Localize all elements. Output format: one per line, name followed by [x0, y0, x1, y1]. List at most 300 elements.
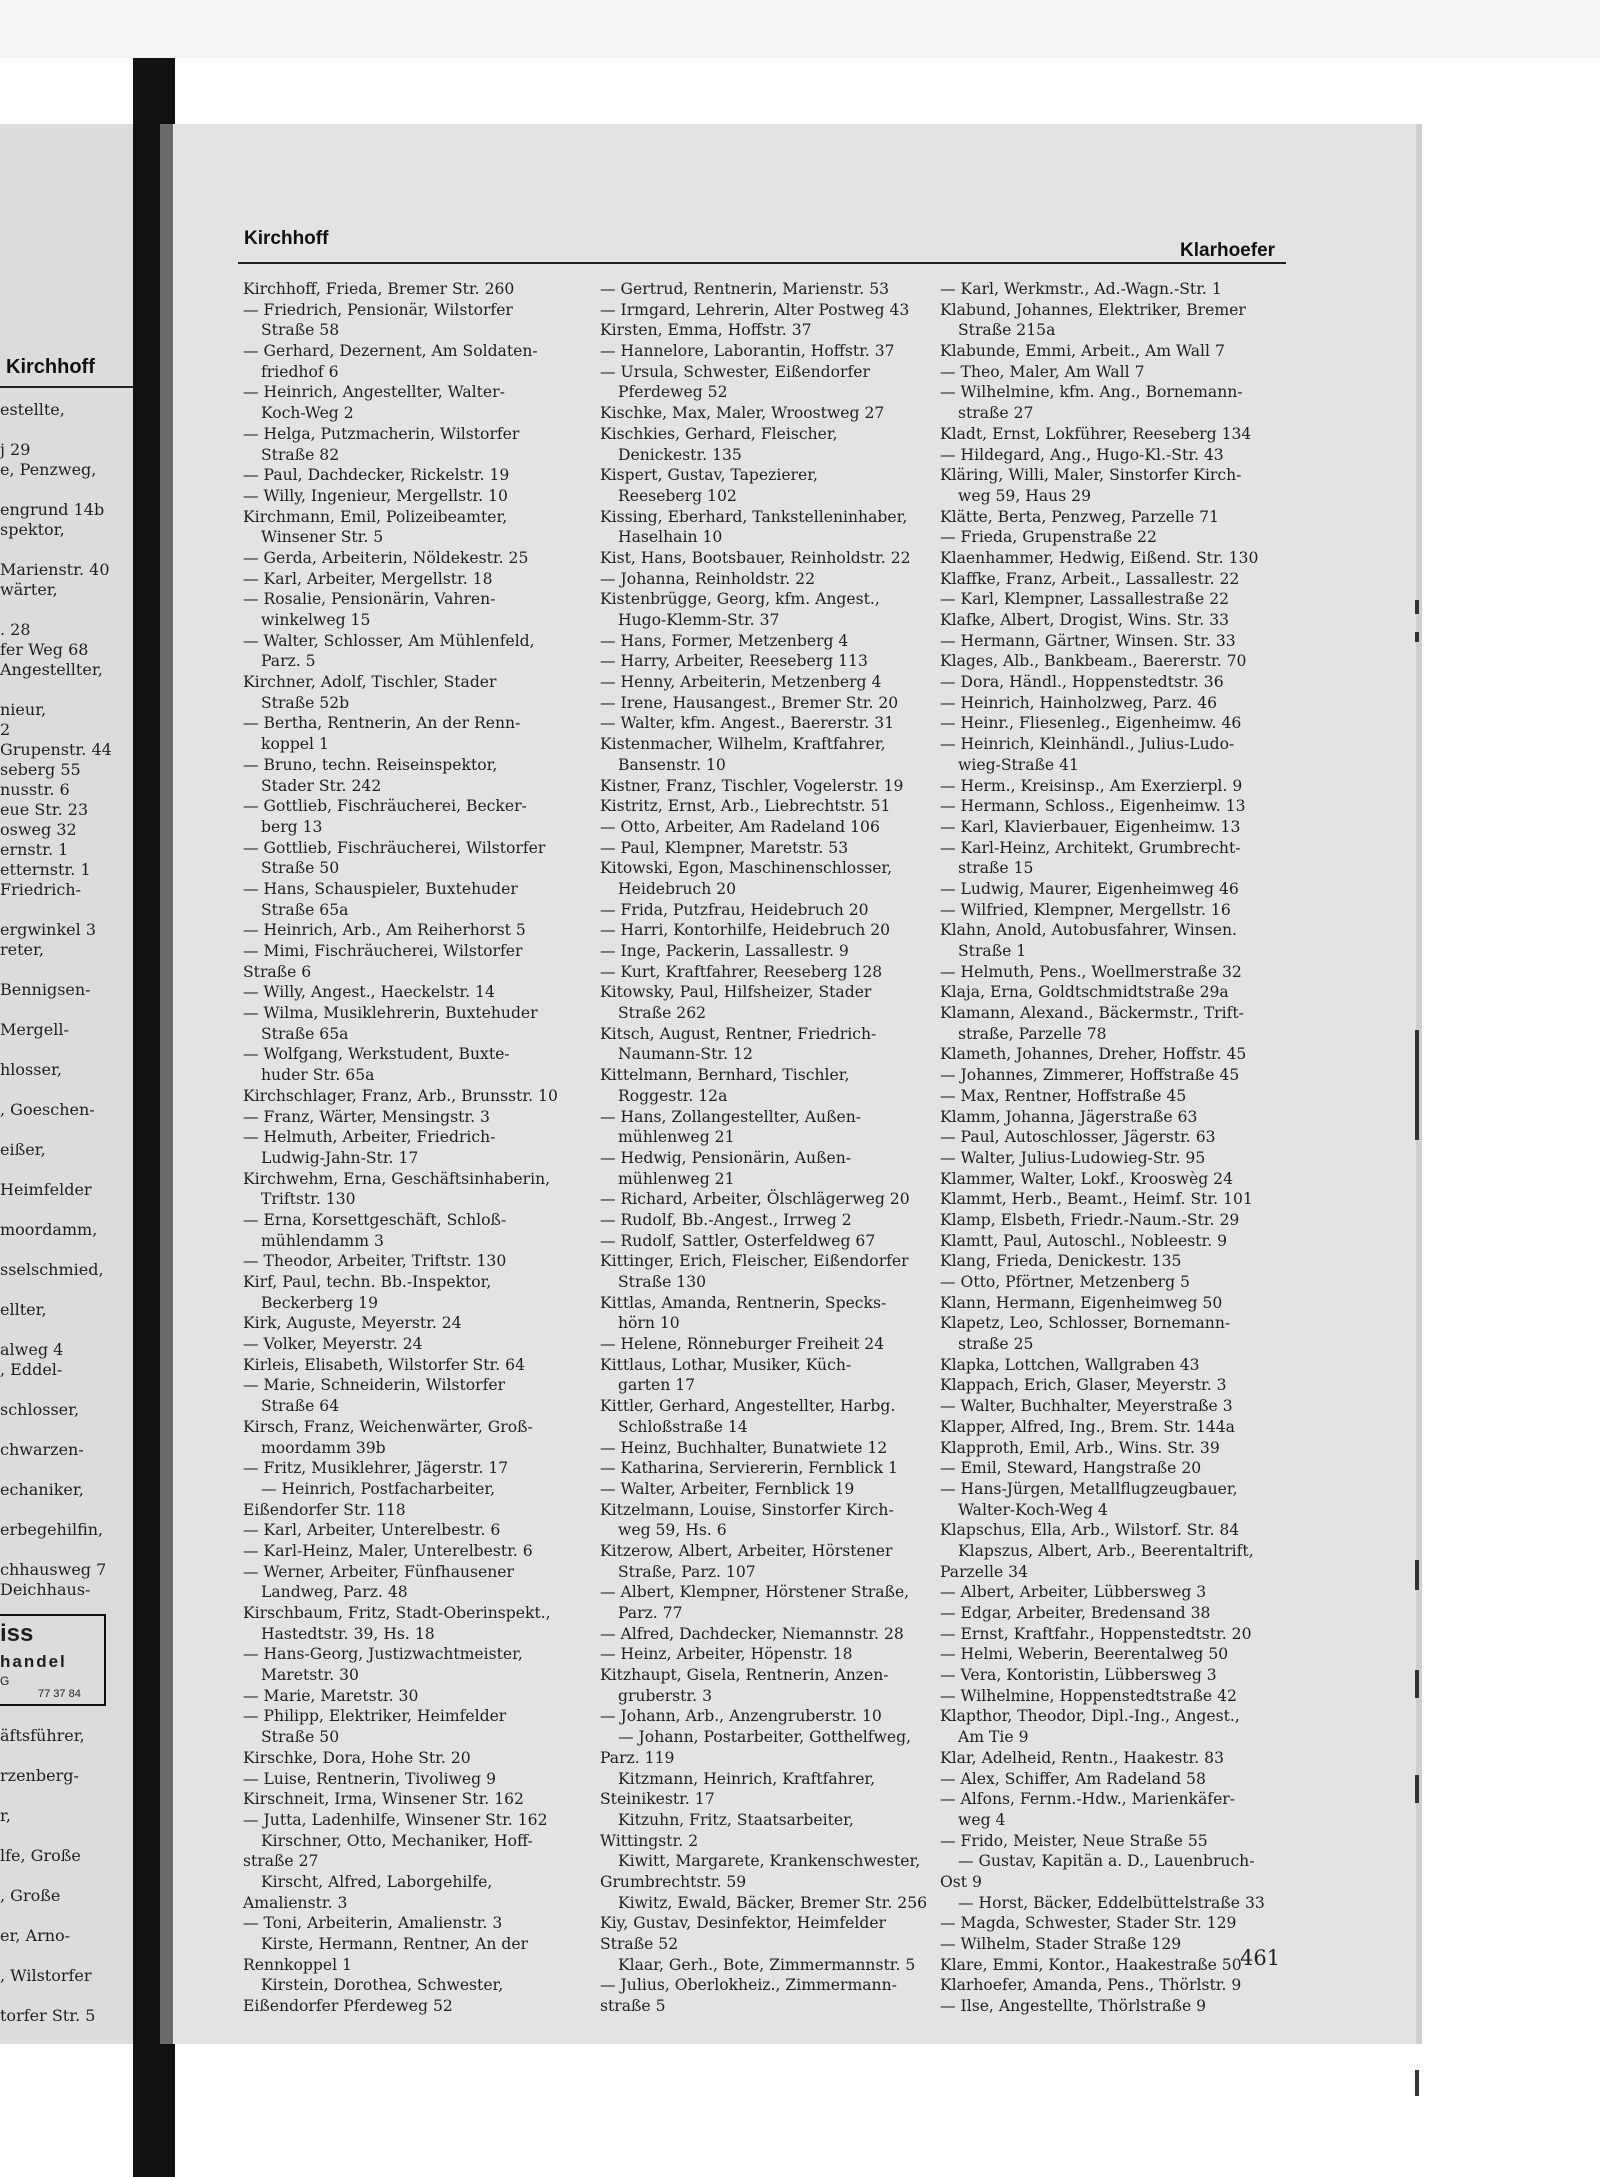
previous-page-line: eue Str. 23	[0, 800, 89, 819]
directory-entry-line: Naumann-Str. 12	[618, 1045, 753, 1064]
directory-entry-line: Kittlaus, Lothar, Musiker, Küch-	[600, 1355, 852, 1374]
directory-entry-line: Klapproth, Emil, Arb., Wins. Str. 39	[940, 1438, 1220, 1457]
directory-entry-line: — Paul, Autoschlosser, Jägerstr. 63	[940, 1128, 1216, 1147]
directory-entry-line: — Bertha, Rentnerin, An der Renn-	[243, 714, 521, 733]
edge-mark	[1415, 1775, 1419, 1803]
directory-entry-line: weg 59, Hs. 6	[618, 1521, 727, 1540]
directory-entry-line: Kistner, Franz, Tischler, Vogelerstr. 19	[600, 776, 904, 795]
directory-entry-line: Hugo-Klemm-Str. 37	[618, 611, 780, 629]
previous-page-line: ellter,	[0, 1300, 47, 1319]
directory-entry-line: Parzelle 34	[940, 1562, 1028, 1581]
directory-entry-line: Kirchhoff, Frieda, Bremer Str. 260	[243, 280, 515, 298]
directory-entry-line: Klaenhammer, Hedwig, Eißend. Str. 130	[940, 548, 1259, 567]
directory-entry-line: — Johann, Arb., Anzengruberstr. 10	[600, 1707, 882, 1726]
previous-page-line: , Wilstorfer	[0, 1966, 92, 1985]
directory-entry-line: weg 4	[958, 1810, 1006, 1829]
directory-entry-line: Kittinger, Erich, Fleischer, Eißendorfer	[600, 1252, 909, 1271]
previous-page-line: chhausweg 7	[0, 1560, 107, 1579]
directory-entry-line: — Hans-Jürgen, Metallflugzeugbauer,	[940, 1479, 1238, 1498]
directory-entry-line: — Otto, Pförtner, Metzenberg 5	[940, 1273, 1190, 1291]
directory-entry-line: — Walter, Julius-Ludowieg-Str. 95	[940, 1148, 1206, 1167]
previous-page-line: . 28	[0, 620, 31, 639]
previous-page-line: , Eddel-	[0, 1360, 63, 1379]
edge-mark	[1415, 1670, 1419, 1698]
directory-entry-line: — Volker, Meyerstr. 24	[243, 1335, 423, 1354]
directory-entry-line: — Gerda, Arbeiterin, Nöldekestr. 25	[243, 548, 529, 567]
directory-entry-line: — Walter, Buchhalter, Meyerstraße 3	[940, 1397, 1233, 1416]
directory-entry-line: Rennkoppel 1	[243, 1955, 352, 1974]
directory-entry-line: — Gerhard, Dezernent, Am Soldaten-	[243, 342, 538, 361]
previous-page-line: e, Penzweg,	[0, 460, 97, 479]
directory-entry-line: Straße 64	[261, 1397, 340, 1416]
previous-page-line: chwarzen-	[0, 1440, 84, 1459]
directory-entry-line: — Karl, Klavierbauer, Eigenheimw. 13	[940, 817, 1241, 836]
directory-entry-line: Parz. 119	[600, 1748, 675, 1767]
directory-entry-line: Triftstr. 130	[261, 1190, 356, 1209]
directory-entry-line: — Franz, Wärter, Mensingstr. 3	[243, 1107, 490, 1126]
ad-line-2: handel	[0, 1652, 67, 1671]
directory-entry-line: Haselhain 10	[618, 528, 723, 547]
directory-column-1	[243, 279, 583, 2017]
directory-entry-line: Steinikestr. 17	[600, 1790, 715, 1809]
directory-entry-line: Kissing, Eberhard, Tankstelleninhaber,	[600, 507, 908, 526]
previous-page-line: äftsführer,	[0, 1726, 85, 1745]
directory-entry-line: Klätte, Berta, Penzweg, Parzelle 71	[940, 507, 1219, 526]
directory-entry-line: — Ilse, Angestellte, Thörlstraße 9	[940, 1997, 1207, 2016]
directory-entry-line: Klapschus, Ella, Arb., Wilstorf. Str. 84	[940, 1521, 1240, 1540]
directory-entry-line: — Helmuth, Arbeiter, Friedrich-	[243, 1128, 496, 1147]
directory-entry-line: — Paul, Klempner, Maretstr. 53	[600, 838, 849, 857]
directory-entry-line: Kischke, Max, Maler, Wroostweg 27	[600, 404, 885, 423]
previous-page-line: , Goeschen-	[0, 1100, 95, 1119]
directory-entry-line: — Edgar, Arbeiter, Bredensand 38	[940, 1604, 1211, 1622]
directory-entry-line: — Max, Rentner, Hoffstraße 45	[940, 1086, 1187, 1105]
directory-entry-line: Bansenstr. 10	[618, 755, 726, 774]
previous-page-line: Bennigsen-	[0, 980, 91, 999]
directory-entry-line: Kirstein, Dorothea, Schwester,	[261, 1976, 504, 1995]
directory-entry-line: Kirschke, Dora, Hohe Str. 20	[243, 1748, 471, 1767]
directory-entry-line: Koch-Weg 2	[261, 404, 354, 423]
directory-entry-line: — Dora, Händl., Hoppenstedtstr. 36	[940, 673, 1224, 692]
directory-entry-line: friedhof 6	[261, 362, 339, 381]
directory-entry-line: — Helmi, Weberin, Beerentalweg 50	[940, 1645, 1229, 1664]
directory-entry-line: Kirste, Hermann, Rentner, An der	[261, 1935, 528, 1953]
directory-entry-line: — Wilhelmine, Hoppenstedtstraße 42	[940, 1686, 1237, 1705]
previous-page-line: Heimfelder	[0, 1180, 92, 1199]
directory-entry-line: Straße 65a	[261, 1024, 349, 1043]
directory-entry-line: straße 27	[958, 404, 1034, 423]
directory-entry-line: Klamann, Alexand., Bäckermstr., Trift-	[940, 1004, 1244, 1023]
directory-entry-line: Klabunde, Emmi, Arbeit., Am Wall 7	[940, 342, 1225, 361]
previous-page-line: seberg 55	[0, 760, 81, 779]
directory-entry-line: Kirschbaum, Fritz, Stadt-Oberinspekt.,	[243, 1604, 551, 1622]
directory-entry-line: Straße 65a	[261, 900, 349, 919]
directory-entry-line: — Albert, Klempner, Hörstener Straße,	[600, 1583, 910, 1602]
directory-entry-line: Kirscht, Alfred, Laborgehilfe,	[261, 1872, 493, 1891]
directory-entry-line: — Herm., Kreisinsp., Am Exerzierpl. 9	[940, 776, 1243, 795]
directory-entry-line: — Helene, Rönneburger Freiheit 24	[600, 1335, 885, 1354]
directory-entry-line: — Marie, Maretstr. 30	[243, 1686, 419, 1705]
previous-page-line: r,	[0, 1806, 11, 1825]
directory-entry-line: mühlendamm 3	[261, 1231, 384, 1250]
directory-entry-line: — Karl, Arbeiter, Unterelbestr. 6	[243, 1521, 501, 1540]
directory-entry-line: Klappach, Erich, Glaser, Meyerstr. 3	[940, 1376, 1227, 1395]
directory-entry-line: Pferdeweg 52	[618, 383, 728, 402]
directory-entry-line: — Werner, Arbeiter, Fünfhausener	[243, 1562, 514, 1581]
previous-page-line: spektor,	[0, 520, 65, 539]
previous-page-line: er, Arno-	[0, 1926, 71, 1945]
directory-entry-line: — Hannelore, Laborantin, Hoffstr. 37	[600, 342, 895, 361]
directory-entry-line: Klare, Emmi, Kontor., Haakestraße 50	[940, 1955, 1242, 1974]
directory-entry-line: Klaffke, Franz, Arbeit., Lassallestr. 22	[940, 569, 1240, 588]
directory-column-3	[940, 279, 1285, 2017]
directory-entry-line: Grumbrechtstr. 59	[600, 1872, 747, 1891]
ad-line-3: G	[0, 1674, 10, 1688]
directory-entry-line: — Walter, kfm. Angest., Baererstr. 31	[600, 714, 895, 733]
previous-page-line: Angestellter,	[0, 660, 103, 679]
directory-entry-line: Kirchwehm, Erna, Geschäftsinhaberin,	[243, 1169, 551, 1188]
directory-entry-line: Maretstr. 30	[261, 1666, 359, 1685]
directory-entry-line: — Rudolf, Sattler, Osterfeldweg 67	[600, 1231, 876, 1250]
directory-entry-line: Landweg, Parz. 48	[261, 1583, 408, 1602]
previous-page-line: schlosser,	[0, 1400, 80, 1419]
directory-entry-line: — Gertrud, Rentnerin, Marienstr. 53	[600, 280, 890, 298]
directory-entry-line: Straße 130	[618, 1273, 707, 1291]
directory-entry-line: — Karl, Arbeiter, Mergellstr. 18	[243, 569, 493, 588]
previous-page-header: Kirchhoff	[6, 356, 95, 378]
directory-entry-line: — Mimi, Fischräucherei, Wilstorfer	[243, 942, 523, 960]
directory-entry-line: — Ursula, Schwester, Eißendorfer	[600, 362, 870, 381]
directory-entry-line: Straße, Parz. 107	[618, 1562, 756, 1581]
previous-page-line: eißer,	[0, 1140, 46, 1159]
directory-entry-line: Klaja, Erna, Goldtschmidtstraße 29a	[940, 983, 1229, 1002]
directory-entry-line: hörn 10	[618, 1314, 680, 1333]
directory-entry-line: — Harry, Arbeiter, Reeseberg 113	[600, 652, 868, 671]
previous-page-line: ernstr. 1	[0, 840, 69, 859]
directory-entry-line: — Rudolf, Bb.-Angest., Irrweg 2	[600, 1210, 852, 1229]
directory-entry-line: Kist, Hans, Bootsbauer, Reinholdstr. 22	[600, 548, 911, 567]
directory-entry-line: — Toni, Arbeiterin, Amalienstr. 3	[243, 1914, 503, 1933]
directory-entry-line: Kirchschlager, Franz, Arb., Brunsstr. 10	[243, 1086, 558, 1105]
previous-page-line: rzenberg-	[0, 1766, 79, 1785]
directory-entry-line: straße 5	[600, 1997, 666, 2016]
directory-entry-line: Klamp, Elsbeth, Friedr.-Naum.-Str. 29	[940, 1210, 1240, 1229]
directory-entry-line: Kirsch, Franz, Weichenwärter, Groß-	[243, 1417, 533, 1436]
directory-entry-line: Kirschner, Otto, Mechaniker, Hoff-	[261, 1831, 533, 1850]
directory-entry-line: Denickestr. 135	[618, 445, 742, 464]
directory-entry-line: Ludwig-Jahn-Str. 17	[261, 1148, 419, 1167]
directory-entry-line: Ost 9	[940, 1872, 982, 1891]
directory-entry-line: gruberstr. 3	[618, 1686, 712, 1705]
previous-page-line: estellte,	[0, 400, 65, 419]
previous-page-line: nieur,	[0, 700, 47, 719]
directory-entry-line: Wittingstr. 2	[600, 1831, 699, 1850]
directory-entry-line: Klages, Alb., Bankbeam., Baererstr. 70	[940, 652, 1247, 671]
directory-entry-line: Am Tie 9	[958, 1728, 1029, 1747]
directory-entry-line: — Magda, Schwester, Stader Str. 129	[940, 1914, 1237, 1933]
directory-entry-line: — Karl-Heinz, Maler, Unterelbestr. 6	[243, 1541, 533, 1560]
directory-entry-line: Kirk, Auguste, Meyerstr. 24	[243, 1314, 462, 1333]
directory-entry-line: — Heinrich, Kleinhändl., Julius-Ludo-	[940, 735, 1235, 754]
directory-entry-line: — Jutta, Ladenhilfe, Winsener Str. 162	[243, 1810, 548, 1829]
directory-entry-line: — Emil, Steward, Hangstraße 20	[940, 1459, 1202, 1478]
ad-line-1: iss	[0, 1620, 34, 1647]
previous-page-line: etternstr. 1	[0, 860, 91, 879]
directory-entry-line: — Willy, Ingenieur, Mergellstr. 10	[243, 486, 508, 505]
previous-page-line: Deichhaus-	[0, 1580, 91, 1599]
directory-entry-line: — Hedwig, Pensionärin, Außen-	[600, 1148, 852, 1167]
directory-entry-line: — Heinr., Fliesenleg., Eigenheimw. 46	[940, 714, 1242, 733]
directory-entry-line: — Irene, Hausangest., Bremer Str. 20	[600, 693, 899, 712]
directory-entry-line: Klar, Adelheid, Rentn., Haakestr. 83	[940, 1748, 1225, 1767]
advertisement-box	[0, 1614, 106, 1706]
directory-entry-line: Kistenbrügge, Georg, kfm. Angest.,	[600, 590, 880, 609]
directory-entry-line: Klapszus, Albert, Arb., Beerentaltrift,	[958, 1541, 1254, 1560]
edge-mark	[1415, 632, 1419, 642]
previous-page-line: Marienstr. 40	[0, 560, 110, 579]
directory-entry-line: — Wilhelmine, kfm. Ang., Bornemann-	[940, 383, 1243, 402]
directory-entry-line: straße, Parzelle 78	[958, 1024, 1107, 1043]
directory-entry-line: Klang, Frieda, Denickestr. 135	[940, 1252, 1182, 1271]
directory-entry-line: Roggestr. 12a	[618, 1086, 728, 1105]
directory-entry-line: — Willy, Angest., Haeckelstr. 14	[243, 983, 495, 1002]
directory-entry-line: Beckerberg 19	[261, 1293, 378, 1312]
directory-entry-line: — Marie, Schneiderin, Wilstorfer	[243, 1376, 506, 1395]
directory-entry-line: — Heinrich, Hainholzweg, Parz. 46	[940, 693, 1218, 712]
directory-entry-line: Klahn, Anold, Autobusfahrer, Winsen.	[940, 921, 1237, 940]
directory-entry-line: Straße 52	[600, 1935, 679, 1953]
directory-entry-line: Kirschneit, Irma, Winsener Str. 162	[243, 1790, 524, 1809]
directory-entry-line: — Helga, Putzmacherin, Wilstorfer	[243, 424, 520, 443]
directory-entry-line: — Philipp, Elektriker, Heimfelder	[243, 1707, 507, 1726]
directory-entry-line: — Paul, Dachdecker, Rickelstr. 19	[243, 466, 510, 485]
directory-entry-line: koppel 1	[261, 735, 329, 754]
directory-entry-line: Kiwitz, Ewald, Bäcker, Bremer Str. 256	[618, 1893, 928, 1912]
directory-entry-line: Klapetz, Leo, Schlosser, Bornemann-	[940, 1314, 1231, 1333]
directory-entry-line: Kitzmann, Heinrich, Kraftfahrer,	[618, 1769, 876, 1788]
previous-page-line: , Große	[0, 1886, 61, 1905]
directory-entry-line: — Walter, Arbeiter, Fernblick 19	[600, 1479, 855, 1498]
scan-top-band	[0, 0, 1600, 58]
previous-page-line: osweg 32	[0, 820, 77, 839]
directory-entry-line: — Heinz, Buchhalter, Bunatwiete 12	[600, 1438, 888, 1457]
directory-entry-line: mühlenweg 21	[618, 1128, 735, 1147]
directory-entry-line: Straße 50	[261, 1728, 340, 1747]
directory-column-2	[600, 279, 940, 2017]
directory-entry-line: Kiy, Gustav, Desinfektor, Heimfelder	[600, 1914, 886, 1933]
directory-entry-line: Kitowski, Egon, Maschinenschlosser,	[600, 859, 893, 878]
directory-entry-line: — Helmuth, Pens., Woellmerstraße 32	[940, 962, 1242, 981]
directory-entry-line: Kirchner, Adolf, Tischler, Stader	[243, 673, 497, 692]
directory-entry-line: Kistenmacher, Wilhelm, Kraftfahrer,	[600, 735, 886, 754]
directory-entry-line: — Gustav, Kapitän a. D., Lauenbruch-	[958, 1852, 1255, 1871]
edge-mark	[1415, 1560, 1419, 1590]
edge-mark	[1415, 2070, 1419, 2096]
directory-entry-line: — Theodor, Arbeiter, Triftstr. 130	[243, 1252, 507, 1271]
directory-entry-line: — Hildegard, Ang., Hugo-Kl.-Str. 43	[940, 445, 1224, 464]
directory-entry-line: Schloßstraße 14	[618, 1417, 748, 1436]
directory-entry-line: Kläring, Willi, Maler, Sinstorfer Kirch-	[940, 466, 1242, 485]
directory-entry-line: Kitzhaupt, Gisela, Rentnerin, Anzen-	[600, 1666, 889, 1685]
directory-entry-line: — Irmgard, Lehrerin, Alter Postweg 43	[600, 300, 910, 319]
directory-entry-line: Kirchmann, Emil, Polizeibeamter,	[243, 507, 508, 526]
directory-entry-line: — Hans-Georg, Justizwachtmeister,	[243, 1645, 523, 1664]
previous-page-line: wärter,	[0, 580, 58, 599]
directory-entry-line: straße 27	[243, 1852, 319, 1871]
directory-entry-line: — Wilhelm, Stader Straße 129	[940, 1935, 1182, 1953]
directory-entry-line: winkelweg 15	[261, 611, 371, 629]
directory-entry-line: — Johannes, Zimmerer, Hoffstraße 45	[940, 1066, 1240, 1085]
edge-mark	[1415, 1030, 1419, 1140]
directory-entry-line: — Henny, Arbeiterin, Metzenberg 4	[600, 673, 882, 692]
directory-entry-line: — Luise, Rentnerin, Tivoliweg 9	[243, 1769, 497, 1788]
directory-entry-line: straße 25	[958, 1335, 1034, 1354]
directory-entry-line: — Alfred, Dachdecker, Niemannstr. 28	[600, 1624, 904, 1643]
directory-entry-line: — Otto, Arbeiter, Am Radeland 106	[600, 817, 880, 836]
directory-entry-line: Kitzelmann, Louise, Sinstorfer Kirch-	[600, 1500, 894, 1519]
directory-entry-line: Straße 215a	[958, 321, 1056, 340]
previous-page-line: moordamm,	[0, 1220, 98, 1239]
directory-entry-line: — Gottlieb, Fischräucherei, Becker-	[243, 797, 527, 816]
directory-entry-line: Reeseberg 102	[618, 486, 737, 505]
page-number: 461	[1240, 1946, 1281, 1970]
directory-entry-line: Kittler, Gerhard, Angestellter, Harbg.	[600, 1397, 896, 1416]
previous-page-line: echaniker,	[0, 1480, 84, 1499]
directory-entry-line: Straße 58	[261, 321, 340, 340]
directory-entry-line: — Heinrich, Postfacharbeiter,	[261, 1479, 496, 1498]
directory-entry-line: — Hermann, Schloss., Eigenheimw. 13	[940, 797, 1246, 816]
directory-entry-line: Kirsten, Emma, Hoffstr. 37	[600, 321, 812, 340]
directory-entry-line: — Wilfried, Klempner, Mergellstr. 16	[940, 900, 1231, 919]
previous-page-line: j 29	[0, 440, 31, 459]
directory-entry-line: Kladt, Ernst, Lokführer, Reeseberg 134	[940, 424, 1252, 443]
directory-entry-line: — Karl, Werkmstr., Ad.-Wagn.-Str. 1	[940, 280, 1222, 298]
directory-entry-line: Stader Str. 242	[261, 776, 382, 795]
directory-entry-line: Kischkies, Gerhard, Fleischer,	[600, 424, 838, 443]
previous-page-line: 2	[0, 720, 11, 739]
directory-entry-line: — Wolfgang, Werkstudent, Buxte-	[243, 1045, 510, 1064]
ad-phone: 77 37 84	[38, 1688, 81, 1700]
directory-entry-line: — Inge, Packerin, Lassallestr. 9	[600, 942, 849, 960]
directory-entry-line: Klarhoefer, Amanda, Pens., Thörlstr. 9	[940, 1976, 1242, 1995]
directory-entry-line: Heidebruch 20	[618, 879, 737, 898]
previous-page-line: engrund 14b	[0, 500, 105, 519]
directory-entry-line: Klaar, Gerh., Bote, Zimmermannstr. 5	[618, 1955, 916, 1974]
directory-entry-line: — Ernst, Kraftfahr., Hoppenstedtstr. 20	[940, 1624, 1252, 1643]
directory-entry-line: Eißendorfer Pferdeweg 52	[243, 1997, 453, 2016]
directory-entry-line: Straße 1	[958, 942, 1027, 960]
directory-entry-line: — Johann, Postarbeiter, Gotthelfweg,	[618, 1728, 912, 1747]
directory-entry-line: Klameth, Johannes, Dreher, Hoffstr. 45	[940, 1045, 1247, 1064]
directory-entry-line: huder Str. 65a	[261, 1066, 375, 1085]
directory-entry-line: — Heinz, Arbeiter, Höpenstr. 18	[600, 1645, 853, 1664]
previous-page-line: hlosser,	[0, 1060, 62, 1079]
directory-entry-line: Straße 52b	[261, 693, 350, 712]
directory-entry-line: Parz. 5	[261, 652, 316, 671]
directory-entry-line: Kitzuhn, Fritz, Staatsarbeiter,	[618, 1810, 854, 1829]
running-header-left: Kirchhoff	[244, 228, 329, 249]
directory-entry-line: — Wilma, Musiklehrerin, Buxtehuder	[243, 1004, 538, 1023]
edge-mark	[1415, 600, 1419, 614]
directory-entry-line: Kirleis, Elisabeth, Wilstorfer Str. 64	[243, 1355, 525, 1374]
directory-entry-line: — Karl-Heinz, Architekt, Grumbrecht-	[940, 838, 1241, 857]
directory-entry-line: — Johanna, Reinholdstr. 22	[600, 569, 815, 588]
directory-entry-line: — Rosalie, Pensionärin, Vahren-	[243, 590, 496, 609]
directory-entry-line: Winsener Str. 5	[261, 528, 384, 547]
directory-entry-line: Klammer, Walter, Lokf., Krooswèg 24	[940, 1169, 1234, 1188]
directory-entry-line: straße 15	[958, 859, 1034, 878]
directory-entry-line: Kitzerow, Albert, Arbeiter, Hörstener	[600, 1541, 893, 1560]
directory-entry-line: Straße 6	[243, 962, 312, 981]
directory-entry-line: — Frido, Meister, Neue Straße 55	[940, 1831, 1208, 1850]
directory-entry-line: wieg-Straße 41	[958, 755, 1079, 774]
previous-page-line: ergwinkel 3	[0, 920, 97, 939]
directory-entry-line: — Hermann, Gärtner, Winsen. Str. 33	[940, 631, 1236, 650]
previous-page-line: alweg 4	[0, 1340, 64, 1359]
directory-entry-line: Klapthor, Theodor, Dipl.-Ing., Angest.,	[940, 1707, 1240, 1726]
directory-entry-line: — Heinrich, Arb., Am Reiherhorst 5	[243, 921, 526, 940]
directory-entry-line: Kitsch, August, Rentner, Friedrich-	[600, 1024, 877, 1043]
directory-entry-line: Klamm, Johanna, Jägerstraße 63	[940, 1107, 1198, 1126]
previous-page-line: lfe, Große	[0, 1846, 81, 1865]
directory-entry-line: weg 59, Haus 29	[958, 486, 1092, 505]
previous-page-line: Friedrich-	[0, 880, 82, 899]
directory-entry-line: Kispert, Gustav, Tapezierer,	[600, 466, 818, 485]
directory-entry-line: Klann, Hermann, Eigenheimweg 50	[940, 1293, 1223, 1312]
previous-page-line: fer Weg 68	[0, 640, 89, 659]
previous-page-line: Mergell-	[0, 1020, 69, 1039]
directory-entry-line: — Hans, Former, Metzenberg 4	[600, 631, 849, 650]
directory-entry-line: berg 13	[261, 817, 323, 836]
directory-entry-line: — Frieda, Grupenstraße 22	[940, 528, 1157, 547]
directory-entry-line: Klapper, Alfred, Ing., Brem. Str. 144a	[940, 1417, 1235, 1436]
previous-page-line: torfer Str. 5	[0, 2006, 96, 2025]
previous-page-line: sselschmied,	[0, 1260, 104, 1279]
directory-entry-line: — Katharina, Serviererin, Fernblick 1	[600, 1459, 898, 1478]
directory-entry-line: Straße 50	[261, 859, 340, 878]
directory-entry-line: — Bruno, techn. Reiseinspektor,	[243, 755, 498, 774]
directory-entry-line: — Walter, Schlosser, Am Mühlenfeld,	[243, 631, 535, 650]
directory-entry-line: Parz. 77	[618, 1604, 683, 1622]
header-rule	[238, 262, 1286, 264]
directory-entry-line: — Julius, Oberlokheiz., Zimmermann-	[600, 1976, 897, 1995]
directory-entry-line: — Hans, Zollangestellter, Außen-	[600, 1107, 862, 1126]
directory-entry-line: Walter-Koch-Weg 4	[958, 1500, 1108, 1519]
directory-entry-line: Hastedtstr. 39, Hs. 18	[261, 1624, 435, 1643]
directory-entry-line: Kistritz, Ernst, Arb., Liebrechtstr. 51	[600, 797, 891, 816]
directory-entry-line: Klabund, Johannes, Elektriker, Bremer	[940, 300, 1246, 319]
directory-entry-line: Klamtt, Paul, Autoschl., Nobleestr. 9	[940, 1231, 1228, 1250]
directory-entry-line: — Hans, Schauspieler, Buxtehuder	[243, 879, 518, 898]
directory-entry-line: — Erna, Korsettgeschäft, Schloß-	[243, 1210, 507, 1229]
previous-page-line: erbegehilfin,	[0, 1520, 104, 1539]
directory-entry-line: — Karl, Klempner, Lassallestraße 22	[940, 590, 1230, 609]
directory-entry-line: — Heinrich, Angestellter, Walter-	[243, 383, 505, 402]
directory-entry-line: — Fritz, Musiklehrer, Jägerstr. 17	[243, 1459, 509, 1478]
directory-entry-line: — Friedrich, Pensionär, Wilstorfer	[243, 300, 513, 319]
book-gutter	[160, 124, 173, 2044]
directory-entry-line: — Theo, Maler, Am Wall 7	[940, 362, 1145, 381]
directory-entry-line: — Ludwig, Maurer, Eigenheimweg 46	[940, 879, 1239, 898]
directory-entry-line: mühlenweg 21	[618, 1169, 735, 1188]
directory-entry-line: garten 17	[618, 1376, 696, 1395]
directory-entry-line: Klammt, Herb., Beamt., Heimf. Str. 101	[940, 1190, 1253, 1209]
directory-entry-line: Eißendorfer Str. 118	[243, 1500, 406, 1519]
directory-entry-line: Kittlas, Amanda, Rentnerin, Specks-	[600, 1293, 887, 1312]
directory-entry-line: Kiwitt, Margarete, Krankenschwester,	[618, 1852, 921, 1871]
directory-entry-line: Kitowsky, Paul, Hilfsheizer, Stader	[600, 983, 872, 1002]
directory-entry-line: Straße 262	[618, 1004, 707, 1023]
